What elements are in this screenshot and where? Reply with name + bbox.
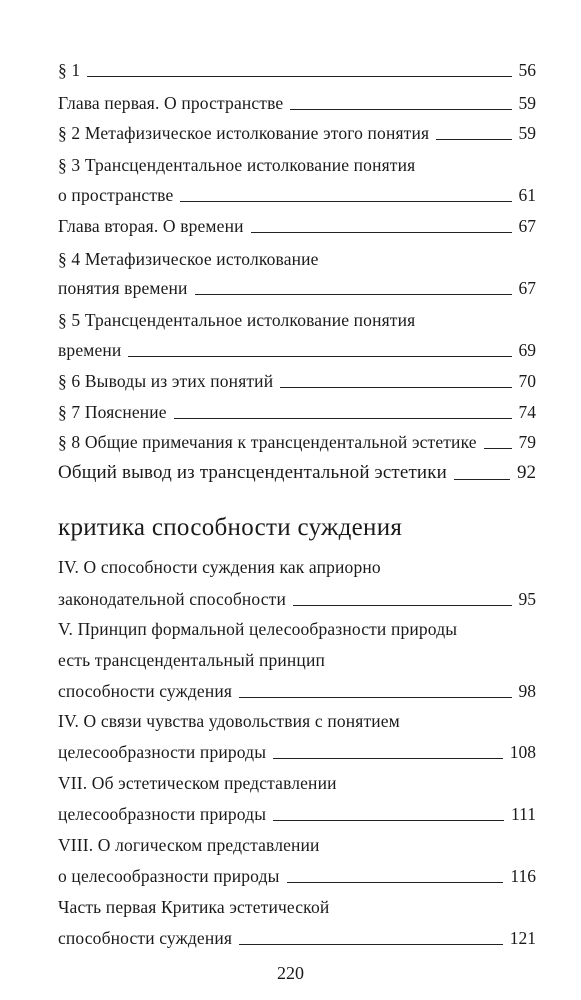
dot-leader — [287, 882, 504, 883]
dot-leader — [180, 201, 511, 202]
toc-entry-page: 98 — [518, 681, 536, 701]
toc-entry-page: 59 — [518, 93, 536, 113]
dot-leader — [293, 605, 512, 606]
toc-entry-page: 121 — [509, 928, 536, 948]
toc-entry-page: 67 — [518, 278, 536, 298]
toc-entry-page: 74 — [518, 402, 536, 422]
toc-entry-title: Общий вывод из трансцендентальной эстетики — [58, 462, 447, 483]
toc-entry-page: 70 — [518, 371, 536, 391]
toc-entry-title-line: VIII. О логическом представлении — [58, 835, 320, 855]
dot-leader — [484, 448, 512, 449]
toc-entry-title-line: целесообразности природы — [58, 742, 267, 762]
dot-leader — [174, 418, 512, 419]
toc-entry-title-line: IV. О способности суждения как априорно — [58, 557, 381, 577]
dot-leader — [239, 944, 503, 945]
toc-entry-page: 95 — [518, 589, 536, 609]
dot-leader — [251, 232, 512, 233]
toc-entry-title-line: § 4 Метафизическое истолкование — [58, 249, 319, 269]
dot-leader — [273, 758, 503, 759]
dot-leader — [128, 356, 511, 357]
toc-entry-title-line: VII. Об эстетическом представлении — [58, 773, 337, 793]
toc-entry-title-line: времени — [58, 340, 122, 360]
toc-entry-title-line: способности суждения — [58, 681, 233, 701]
toc-entry-page: 56 — [518, 60, 536, 80]
toc-entry-page: 59 — [518, 123, 536, 143]
toc-entry-title-line: есть трансцендентальный принцип — [58, 650, 325, 670]
dot-leader — [87, 76, 511, 77]
toc-entry-title: Глава первая. О пространстве — [58, 93, 284, 113]
toc-entry-title-line: законодательной способности — [58, 589, 286, 609]
toc-entry-page: 69 — [518, 340, 536, 360]
toc-entry-title-line: § 5 Трансцендентальное истолкование понятия — [58, 310, 416, 330]
toc-entry-page: 92 — [517, 462, 536, 483]
toc-entry-title: § 8 Общие примечания к трансцендентальной эстетике — [58, 432, 477, 452]
toc-entry-title-line: понятия времени — [58, 278, 188, 298]
toc-entry-page: 111 — [511, 804, 536, 824]
dot-leader — [454, 479, 510, 480]
toc-entry-page: 67 — [518, 216, 536, 236]
dot-leader — [290, 109, 511, 110]
dot-leader — [273, 820, 504, 821]
toc-entry-title-line: Часть первая Критика эстетической — [58, 897, 330, 917]
toc-entry-page: 116 — [510, 866, 536, 886]
toc-entry-title-line: V. Принцип формальной целесообразности природы — [58, 619, 458, 639]
toc-entry-page: 61 — [518, 185, 536, 205]
dot-leader — [195, 294, 512, 295]
toc-entry-title-line: IV. О связи чувства удовольствия с понятием — [58, 711, 400, 731]
toc-entry-title: § 6 Выводы из этих понятий — [58, 371, 274, 391]
toc-entry-page: 108 — [509, 742, 536, 762]
toc-entry-title-line: способности суждения — [58, 928, 233, 948]
toc-entry-title: Глава вторая. О времени — [58, 216, 244, 236]
toc-entry-title-line: целесообразности природы — [58, 804, 267, 824]
toc-entry-title: § 2 Метафизическое истолкование этого понятия — [58, 123, 430, 143]
toc-entry-title-line: о пространстве — [58, 185, 174, 205]
section-heading: критика способности суждения — [58, 514, 403, 541]
toc-entry-title-line: о целесообразности природы — [58, 866, 280, 886]
dot-leader — [239, 697, 511, 698]
toc-entry-title: § 7 Пояснение — [58, 402, 167, 422]
toc-entry-page: 79 — [518, 432, 536, 452]
toc-entry-title: § 1 — [58, 60, 81, 80]
toc-entry-title-line: § 3 Трансцендентальное истолкование понятия — [58, 155, 416, 175]
dot-leader — [436, 139, 511, 140]
dot-leader — [280, 387, 511, 388]
page-number: 220 — [277, 963, 304, 983]
